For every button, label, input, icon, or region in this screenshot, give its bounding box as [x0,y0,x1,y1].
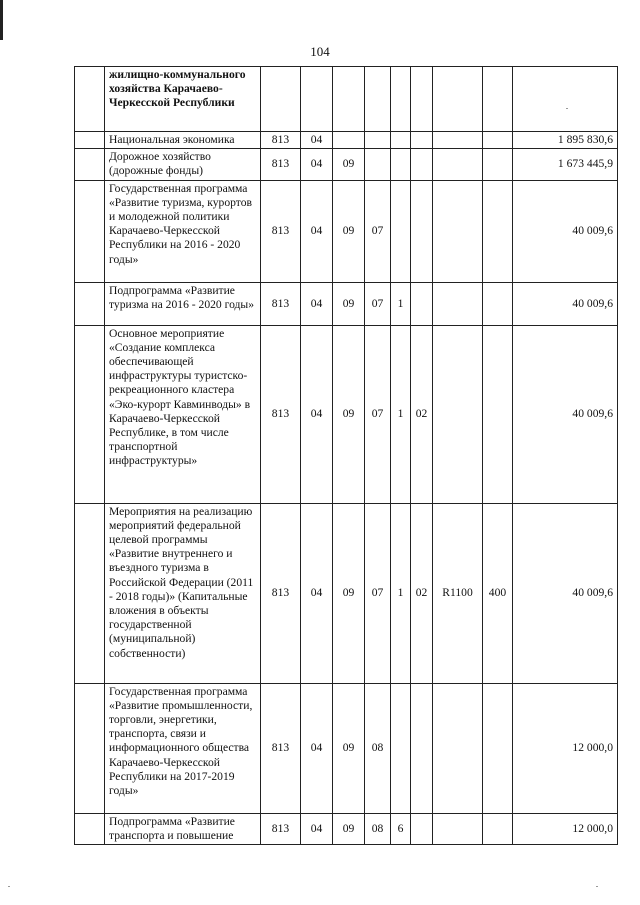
code-cell-col2: 04 [301,503,333,683]
row-number-cell [75,132,105,149]
code-cell-col1: 813 [261,282,301,325]
code-cell-col1: 813 [261,813,301,844]
code-cell-col5 [391,132,411,149]
row-number-cell [75,325,105,503]
code-cell-col6 [411,180,433,282]
row-name-cell: Государственная программа «Развитие туризма, курортов и молодежной политики Карачаево-Черкесской Республики на 2016 - 2020 годы» [105,180,261,282]
code-cell-col8 [483,325,513,503]
code-cell-col2: 04 [301,683,333,813]
row-name-cell: Подпрограмма «Развитие туризма на 2016 - 2020 годы» [105,282,261,325]
code-cell-col3: 09 [333,282,365,325]
code-cell-col7 [433,683,483,813]
code-cell-col1: 813 [261,503,301,683]
code-cell-col4: 08 [365,683,391,813]
amount-cell: 40 009,6 [513,282,618,325]
table-row [75,503,618,683]
row-number-cell [75,180,105,282]
row-name-cell: Государственная программа «Развитие промышленности, торговли, энергетики, транспорта, связи и информационного общества Карачаево-Черкесской Республики на 2017-2019 годы» [105,683,261,813]
table-row [75,282,618,325]
code-cell-col5 [391,149,411,180]
row-name-cell: Дорожное хозяйство (дорожные фонды) [105,149,261,180]
row-number-cell [75,683,105,813]
scan-speck [596,886,598,887]
amount-cell: 40 009,6 [513,325,618,503]
table-row [75,325,618,503]
code-cell-col2: 04 [301,813,333,844]
code-cell-col4 [365,149,391,180]
code-cell-col7: R1100 [433,503,483,683]
row-name-cell: жилищно-коммунального хозяйства Карачаево-Черкесской Республики [105,67,261,132]
row-number-cell [75,67,105,132]
row-number-cell [75,503,105,683]
code-cell-col4: 07 [365,282,391,325]
code-cell-col4: 07 [365,325,391,503]
page-number: 104 [310,44,330,59]
row-number-cell [75,282,105,325]
row-name-cell: Основное мероприятие «Создание комплекса обеспечивающей инфраструктуры туристско-рекреационного кластера «Эко-курорт Кавминводы» в Карачаево-Черкесской Республике, в том числе транспортной инфраструктуры» [105,325,261,503]
code-cell-col6 [411,813,433,844]
code-cell-col6 [411,282,433,325]
table-row [75,149,618,180]
amount-cell [513,67,618,132]
code-cell-col2: 04 [301,282,333,325]
code-cell-col1 [261,67,301,132]
code-cell-col3: 09 [333,813,365,844]
code-cell-col4: 08 [365,813,391,844]
code-cell-col7 [433,149,483,180]
code-cell-col4 [365,132,391,149]
amount-cell: 40 009,6 [513,503,618,683]
code-cell-col4 [365,67,391,132]
code-cell-col2: 04 [301,132,333,149]
code-cell-col7 [433,813,483,844]
code-cell-col7 [433,132,483,149]
code-cell-col3: 09 [333,180,365,282]
budget-table [74,66,618,845]
code-cell-col6 [411,149,433,180]
amount-cell: 1 895 830,6 [513,132,618,149]
scan-speck [8,886,10,887]
code-cell-col2: 04 [301,149,333,180]
code-cell-col8 [483,132,513,149]
code-cell-col4: 07 [365,180,391,282]
code-cell-col2: 04 [301,325,333,503]
code-cell-col5 [391,67,411,132]
row-name-cell: Подпрограмма «Развитие транспорта и повышение [105,813,261,844]
code-cell-col5: 6 [391,813,411,844]
code-cell-col1: 813 [261,132,301,149]
scan-edge-mark [0,0,3,40]
code-cell-col8 [483,683,513,813]
code-cell-col6 [411,683,433,813]
code-cell-col6: 02 [411,503,433,683]
code-cell-col8 [483,67,513,132]
code-cell-col6 [411,67,433,132]
amount-cell: 40 009,6 [513,180,618,282]
table-row [75,180,618,282]
code-cell-col5: 1 [391,503,411,683]
code-cell-col1: 813 [261,325,301,503]
code-cell-col6 [411,132,433,149]
code-cell-col8 [483,149,513,180]
code-cell-col8 [483,282,513,325]
code-cell-col1: 813 [261,683,301,813]
code-cell-col7 [433,67,483,132]
code-cell-col5 [391,683,411,813]
code-cell-col2: 04 [301,180,333,282]
amount-cell: 12 000,0 [513,683,618,813]
code-cell-col3 [333,132,365,149]
amount-cell: 12 000,0 [513,813,618,844]
code-cell-col5: 1 [391,282,411,325]
code-cell-col7 [433,325,483,503]
row-name-cell: Мероприятия на реализацию мероприятий федеральной целевой программы «Развитие внутреннего и въездного туризма в Российской Федерации (2011 - 2018 годы)» (Капитальные вложения в объекты государственной (муниципальной) собственности) [105,503,261,683]
row-number-cell [75,813,105,844]
code-cell-col1: 813 [261,149,301,180]
code-cell-col5 [391,180,411,282]
code-cell-col4: 07 [365,503,391,683]
table-row [75,683,618,813]
table-row [75,132,618,149]
code-cell-col3 [333,67,365,132]
code-cell-col3: 09 [333,503,365,683]
amount-cell: 1 673 445,9 [513,149,618,180]
code-cell-col8 [483,813,513,844]
code-cell-col7 [433,180,483,282]
table-row [75,67,618,132]
scan-speck [566,108,568,109]
code-cell-col3: 09 [333,683,365,813]
code-cell-col7 [433,282,483,325]
code-cell-col8 [483,180,513,282]
code-cell-col1: 813 [261,180,301,282]
row-number-cell [75,149,105,180]
code-cell-col3: 09 [333,149,365,180]
table-row [75,813,618,844]
row-name-cell: Национальная экономика [105,132,261,149]
code-cell-col2 [301,67,333,132]
code-cell-col3: 09 [333,325,365,503]
code-cell-col8: 400 [483,503,513,683]
code-cell-col6: 02 [411,325,433,503]
code-cell-col5: 1 [391,325,411,503]
